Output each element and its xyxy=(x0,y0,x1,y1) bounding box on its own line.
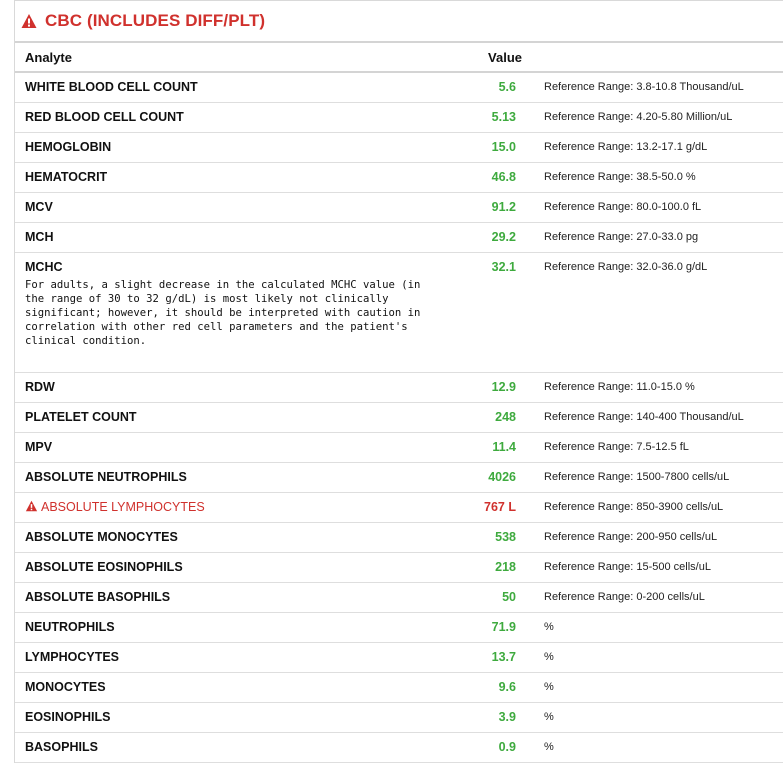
reference-range-cell: Reference Range: 850-3900 cells/uL xyxy=(524,493,783,523)
analyte-name: BASOPHILS xyxy=(25,740,98,754)
value-cell: 248 xyxy=(451,403,524,433)
reference-range-cell: Reference Range: 200-950 cells/uL xyxy=(524,523,783,553)
analyte-cell xyxy=(15,643,451,673)
analyte-name: MCV xyxy=(25,200,53,214)
table-row xyxy=(15,163,783,193)
analyte-name: ABSOLUTE BASOPHILS xyxy=(25,590,171,604)
analyte-name: MCHC xyxy=(25,260,63,274)
table-row xyxy=(15,703,783,733)
reference-range-cell: Reference Range: 0-200 cells/uL xyxy=(524,583,783,613)
reference-range-cell: Reference Range: 80.0-100.0 fL xyxy=(524,193,783,223)
panel-header xyxy=(15,1,783,43)
table-row xyxy=(15,103,783,133)
table-row xyxy=(15,253,783,373)
table-row xyxy=(15,463,783,493)
analyte-cell xyxy=(15,703,451,733)
analyte-name: LYMPHOCYTES xyxy=(25,650,120,664)
reference-range-cell: % xyxy=(524,613,783,643)
value-cell: 29.2 xyxy=(451,223,524,253)
analyte-cell xyxy=(15,373,451,403)
reference-range-cell: Reference Range: 27.0-33.0 pg xyxy=(524,223,783,253)
table-header-row xyxy=(15,43,783,72)
analyte-name: ABSOLUTE EOSINOPHILS xyxy=(25,560,183,574)
value-cell: 4026 xyxy=(451,463,524,493)
table-row xyxy=(15,223,783,253)
value-cell: 50 xyxy=(451,583,524,613)
analyte-cell xyxy=(15,553,451,583)
analyte-name: RED BLOOD CELL COUNT xyxy=(25,110,184,124)
value-cell: 3.9 xyxy=(451,703,524,733)
analyte-name: HEMOGLOBIN xyxy=(25,140,112,154)
table-row xyxy=(15,493,783,523)
warning-triangle-icon xyxy=(21,13,37,29)
table-row xyxy=(15,433,783,463)
table-row xyxy=(15,733,783,763)
panel-title: CBC (INCLUDES DIFF/PLT) xyxy=(45,11,266,30)
value-cell: 5.6 xyxy=(451,72,524,103)
reference-range-cell: Reference Range: 3.8-10.8 Thousand/uL xyxy=(524,72,783,103)
analyte-cell xyxy=(15,403,451,433)
analyte-cell xyxy=(15,433,451,463)
table-row xyxy=(15,523,783,553)
analyte-cell xyxy=(15,223,451,253)
reference-range-cell: Reference Range: 15-500 cells/uL xyxy=(524,553,783,583)
analyte-cell xyxy=(15,103,451,133)
analyte-name: PLATELET COUNT xyxy=(25,410,137,424)
value-cell: 13.7 xyxy=(451,643,524,673)
reference-range-cell: % xyxy=(524,733,783,763)
reference-range-cell: Reference Range: 7.5-12.5 fL xyxy=(524,433,783,463)
analyte-name: MPV xyxy=(25,440,53,454)
reference-range-cell: Reference Range: 4.20-5.80 Million/uL xyxy=(524,103,783,133)
analyte-cell xyxy=(15,583,451,613)
value-cell: 91.2 xyxy=(451,193,524,223)
value-cell: 218 xyxy=(451,553,524,583)
value-cell: 0.9 xyxy=(451,733,524,763)
table-row xyxy=(15,643,783,673)
analyte-name: RDW xyxy=(25,380,55,394)
table-row xyxy=(15,373,783,403)
value-cell: 9.6 xyxy=(451,673,524,703)
table-row xyxy=(15,553,783,583)
analyte-cell xyxy=(15,253,451,373)
analyte-cell xyxy=(15,613,451,643)
analyte-name: ABSOLUTE MONOCYTES xyxy=(25,530,178,544)
analyte-name: EOSINOPHILS xyxy=(25,710,111,724)
table-row xyxy=(15,583,783,613)
results-table xyxy=(15,43,783,763)
analyte-name: HEMATOCRIT xyxy=(25,170,108,184)
value-cell: 71.9 xyxy=(451,613,524,643)
analyte-cell xyxy=(15,733,451,763)
analyte-cell xyxy=(15,523,451,553)
analyte-cell xyxy=(15,163,451,193)
analyte-cell xyxy=(15,193,451,223)
table-row xyxy=(15,403,783,433)
reference-range-cell: % xyxy=(524,673,783,703)
reference-column-header xyxy=(524,43,783,72)
reference-range-cell: Reference Range: 32.0-36.0 g/dL xyxy=(524,253,783,373)
analyte-cell xyxy=(15,493,451,523)
table-row xyxy=(15,133,783,163)
analyte-comment: For adults, a slight decrease in the calculated MCHC value (in the range of 30 to 32 g/dL) is most likely not clinically significant; however, it should be interpreted with caution in correlation with other red cell parameters and the patient's clinical condition. xyxy=(25,279,421,347)
cbc-panel xyxy=(14,0,783,763)
analyte-column-header: Analyte xyxy=(15,43,451,72)
value-cell: 46.8 xyxy=(451,163,524,193)
table-row xyxy=(15,72,783,103)
value-cell: 32.1 xyxy=(451,253,524,373)
value-cell: 11.4 xyxy=(451,433,524,463)
analyte-name: ABSOLUTE LYMPHOCYTES xyxy=(41,500,205,514)
value-cell: 538 xyxy=(451,523,524,553)
analyte-name: WHITE BLOOD CELL COUNT xyxy=(25,80,198,94)
analyte-name: MCH xyxy=(25,230,54,244)
value-cell: 767 L xyxy=(451,493,524,523)
value-cell: 5.13 xyxy=(451,103,524,133)
table-row xyxy=(15,613,783,643)
reference-range-cell: Reference Range: 140-400 Thousand/uL xyxy=(524,403,783,433)
analyte-cell xyxy=(15,133,451,163)
reference-range-cell: Reference Range: 13.2-17.1 g/dL xyxy=(524,133,783,163)
table-row xyxy=(15,673,783,703)
analyte-name: ABSOLUTE NEUTROPHILS xyxy=(25,470,187,484)
reference-range-cell: Reference Range: 11.0-15.0 % xyxy=(524,373,783,403)
value-cell: 15.0 xyxy=(451,133,524,163)
reference-range-cell: Reference Range: 1500-7800 cells/uL xyxy=(524,463,783,493)
analyte-name: NEUTROPHILS xyxy=(25,620,115,634)
analyte-name: MONOCYTES xyxy=(25,680,106,694)
reference-range-cell: Reference Range: 38.5-50.0 % xyxy=(524,163,783,193)
warning-triangle-icon xyxy=(25,500,38,512)
analyte-cell xyxy=(15,72,451,103)
table-row xyxy=(15,193,783,223)
value-column-header: Value xyxy=(451,43,524,72)
analyte-cell xyxy=(15,673,451,703)
reference-range-cell: % xyxy=(524,643,783,673)
analyte-cell xyxy=(15,463,451,493)
reference-range-cell: % xyxy=(524,703,783,733)
value-cell: 12.9 xyxy=(451,373,524,403)
